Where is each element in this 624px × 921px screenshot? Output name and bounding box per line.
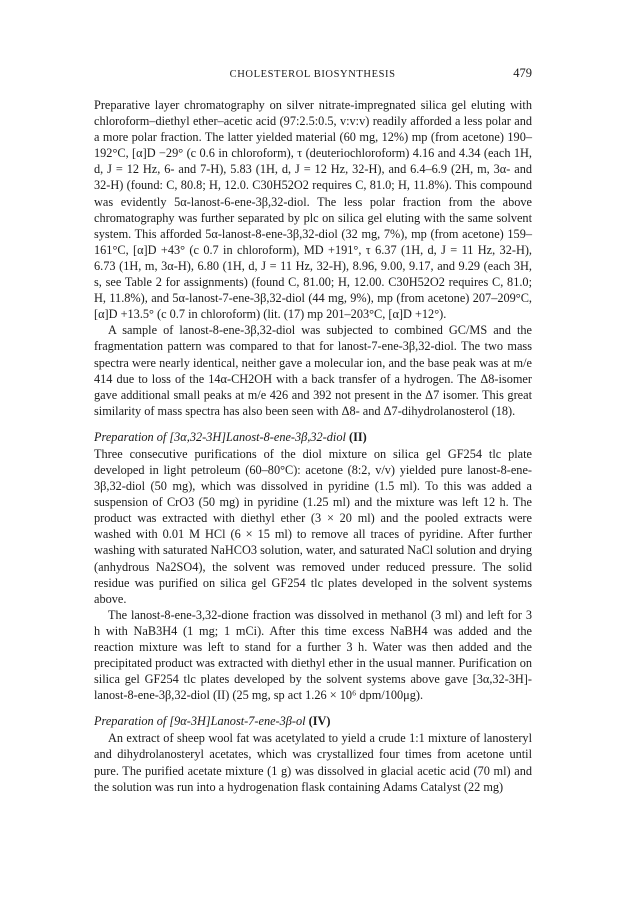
section-heading-1: [94, 429, 532, 445]
section-heading-2: [94, 713, 532, 729]
section-heading-2-compound: (IV): [308, 714, 331, 729]
body-paragraph-2: A sample of lanost-8-ene-3β,32-diol was subjected to combined GC/MS and the fragmentation pattern was compared to that for lanost-7-ene-3β,32-diol. The two mass spectra were nearly identical, neither gave a molecular ion, and the base peak was at m/e 414 due to loss of the 14α-CH2OH with a back transfer of a hydrogen. The Δ8-isomer gave additional small peaks at m/e 426 and 392 not present in the Δ7 isomer. This great similarity of mass spectra has also been seen with Δ8- and Δ7-dihydrolanosterol (18).: [94, 323, 532, 418]
section-heading-1-compound: (II): [348, 429, 367, 444]
section-heading-2-text: Preparation of [9α-3H]Lanost-7-ene-3β-ol: [94, 714, 306, 729]
page-number: 479: [513, 66, 532, 80]
running-title: CHOLESTEROL BIOSYNTHESIS: [229, 69, 396, 80]
running-header: [94, 66, 532, 81]
section-heading-1-text: Preparation of [3α,32-3H]Lanost-8-ene-3β,32-diol: [94, 429, 346, 444]
body-paragraph-4: The lanost-8-ene-3,32-dione fraction was dissolved in methanol (3 ml) and left for 3 h with NaB3H4 (1 mg; 1 mCi). After this time excess NaBH4 was added and the reaction mixture was left to stand for a further 3 h. Water was then added and the precipitated product was extracted with diethyl ether in the usual manner. Purification on silica gel GF254 tlc plates developed by the solvent systems above gave [3α,32-3H]-lanost-8-ene-3β,32-diol (II) (25 mg, sp act 1.26 × 10⁶ dpm/100μg).: [94, 607, 532, 703]
body-paragraph-3: Three consecutive purifications of the diol mixture on silica gel GF254 tlc plate developed in light petroleum (60–80°C): acetone (8:2, v/v) yielded pure lanost-8-ene-3β,32-diol (50 mg), which was dissolved in pyridine (1.5 ml). To this was added a suspension of CrO3 (50 mg) in pyridine (1.25 ml) and the mixture was left 12 h. The product was extracted with diethyl ether (3 × 20 ml) and the pooled extracts were washed with 0.01 M HCl (6 × 15 ml) to remove all traces of pyridine. After further washing with saturated NaHCO3 solution, water, and saturated NaCl solution and drying (anhydrous Na2SO4), the solvent was removed under reduced pressure. The solid residue was purified on silica gel GF254 tlc plates developed in the solvent systems above.: [94, 446, 532, 606]
body-paragraph-5: An extract of sheep wool fat was acetylated to yield a crude 1:1 mixture of lanosteryl and dihydrolanosteryl acetates, which was crystallized four times from acetone until pure. The purified acetate mixture (1 g) was dissolved in glacial acetic acid (70 ml) and the solution was run into a hydrogenation flask containing Adams Catalyst (22 mg): [94, 731, 532, 794]
body-paragraph-1: Preparative layer chromatography on silver nitrate-impregnated silica gel eluting with chloroform–diethyl ether–acetic acid (97:2.5:0.5, v:v:v) readily afforded a less polar and a more polar fraction. The latter yielded material (60 mg, 12%) mp (from acetone) 190–192°C, [α]D −29° (c 0.6 in chloroform), τ (deuteriochloroform) 4.16 and 4.34 (each 1H, d, J = 12 Hz, 6- and 7-H), 5.83 (1H, d, J = 12 Hz, 32-H), and 6.4–6.9 (2H, m, 3α- and 32-H) (found: C, 80.8; H, 12.0. C30H52O2 requires C, 81.0; H, 11.8%). This compound was evidently 5α-lanost-6-ene-3β,32-diol. The less polar fraction from the above chromatography was further separated by plc on silica gel eluting with the same solvent system. This afforded 5α-lanost-8-ene-3β,32-diol (32 mg, 7%), mp (from acetone) 159–161°C, [α]D +43° (c 0.7 in chloroform), MD +191°, τ 6.37 (1H, d, J = 11 Hz, 32-H), 6.73 (1H, m, 3α-H), 6.80 (1H, d, J = 11 Hz, 32-H), 8.96, 9.00, 9.17, and 9.29 (each 3H, s, see Table 2 for assignments) (found C, 81.00; H, 12.00. C30H52O2 requires C, 81.0; H, 11.8%), and 5α-lanost-7-ene-3β,32-diol (44 mg, 9%), mp (from acetone) 207–209°C, [α]D +13.5° (c 0.7 in chloroform) (lit. (17) mp 201–203°C, [α]D +12°).: [94, 98, 532, 322]
